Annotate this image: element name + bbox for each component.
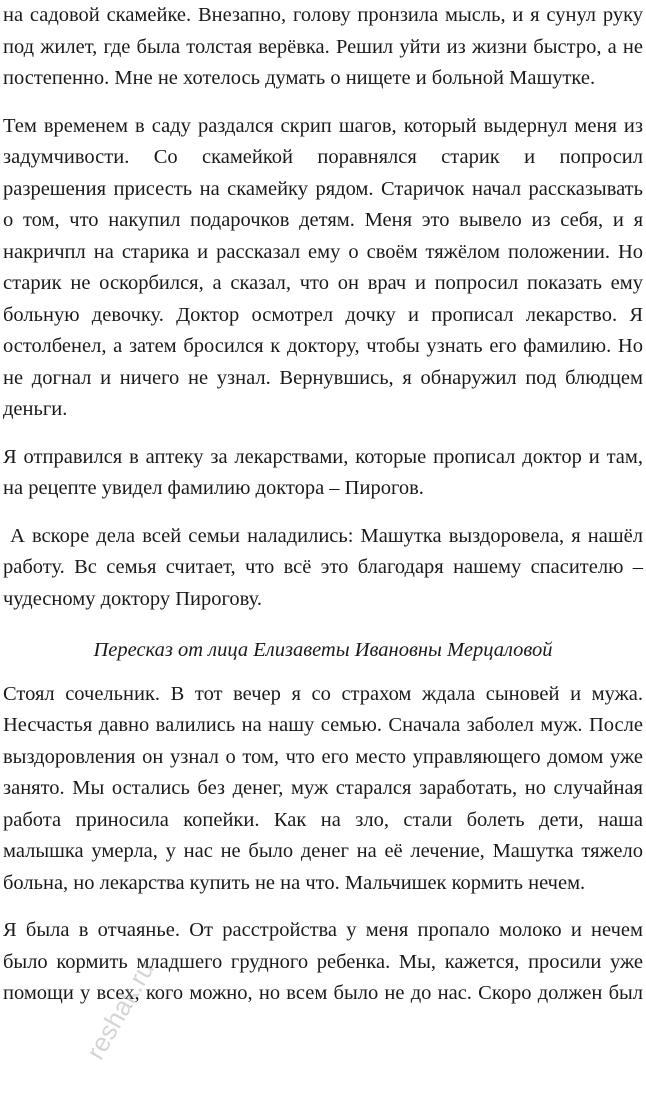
text-line: о том, что накупил подарочков детям. Меня это вывело из себя, и я [3,209,643,231]
document-page [3,0,643,1010]
text-line: на садовой скамейке. Внезапно, голову пронзила мысль, и я сунул руку [3,4,643,26]
text-line: не догнал и ничего не узнал. Вернувшись, я обнаружил под блюдцем [3,366,643,389]
watermark-logo: reshak.ru [79,955,160,1065]
text-line: Я была в отчаянье. От расстройства у меня пропало молоко и нечем [3,919,643,941]
text-line: постепенно. Мне не хотелось думать о нищете и больной Машутке. [3,67,596,89]
text-line: больную девочку. Доктор осмотрел дочку и прописал лекарство. Я [3,303,643,326]
section-title: Пересказ от лица Елизаветы Ивановны Мерцаловой [93,639,553,661]
text-line: занято. Мы остались без денег, муж старался заработать, но случайная [3,777,643,799]
text-line: накричпл на старика и рассказал ему о своём тяжёлом положении. Но [3,240,643,263]
text-line: под жилет, где была толстая верёвка. Решил уйти из жизни быстро, а не [3,35,643,58]
text-line: на рецепте увидел фамилию доктора – Пирогов. [3,477,424,499]
text-line: помощи у всех, кого можно, но всем было не до нас. Скоро должен был [3,982,643,1004]
text-line: Несчастья давно валились на нашу семью. Сначала заболел муж. После [3,714,643,736]
text-line: старик не оскорбился, а сказал, что он врач и попросил показать ему [3,272,643,294]
text-line: работу. Вс семья считает, что всё это благодаря нашему спасителю – [3,556,643,578]
paragraph-5 [3,679,643,900]
text-line: выздоровления он узнал о том, что его место управляющего домом уже [3,745,643,768]
text-line: Тем временем в саду раздался скрип шагов, который выдернул меня из [3,114,643,137]
text-line: было кормить младшего грудного ребенка. Мы, кажется, просили уже [3,950,643,973]
paragraph-4 [3,521,643,616]
text-line: больна, но лекарства купить не на что. Мальчишек кормить нечем. [3,871,586,894]
text-line: остолбенел, а затем бросился к доктору, чтобы узнать его фамилию. Но [3,335,643,357]
text-line: разрешения присесть на скамейку рядом. Старичок начал рассказывать [3,177,643,200]
paragraph-6 [3,915,643,1010]
text-line: работа приносила копейки. Как на зло, стали болеть дети, наша [3,808,643,831]
text-line: деньги. [3,398,68,420]
text-line: задумчивости. Со скамейкой поравнялся старик и попросил [3,146,643,168]
paragraph-2 [3,111,643,426]
text-line: Я отправился в аптеку за лекарствами, которые прописал доктор и там, [3,445,643,468]
text-line: Стоял сочельник. В тот вечер я со страхом ждала сыновей и мужа. [3,682,643,705]
text-line: чудесному доктору Пирогову. [3,587,262,610]
text-line: А вскоре дела всей семьи наладились: Машутка выздоровела, я нашёл [3,524,643,547]
text-line: малышка умерла, у нас не было денег на её лечение, Машутка тяжело [3,840,643,862]
paragraph-1 [3,0,643,95]
paragraph-3 [3,442,643,505]
